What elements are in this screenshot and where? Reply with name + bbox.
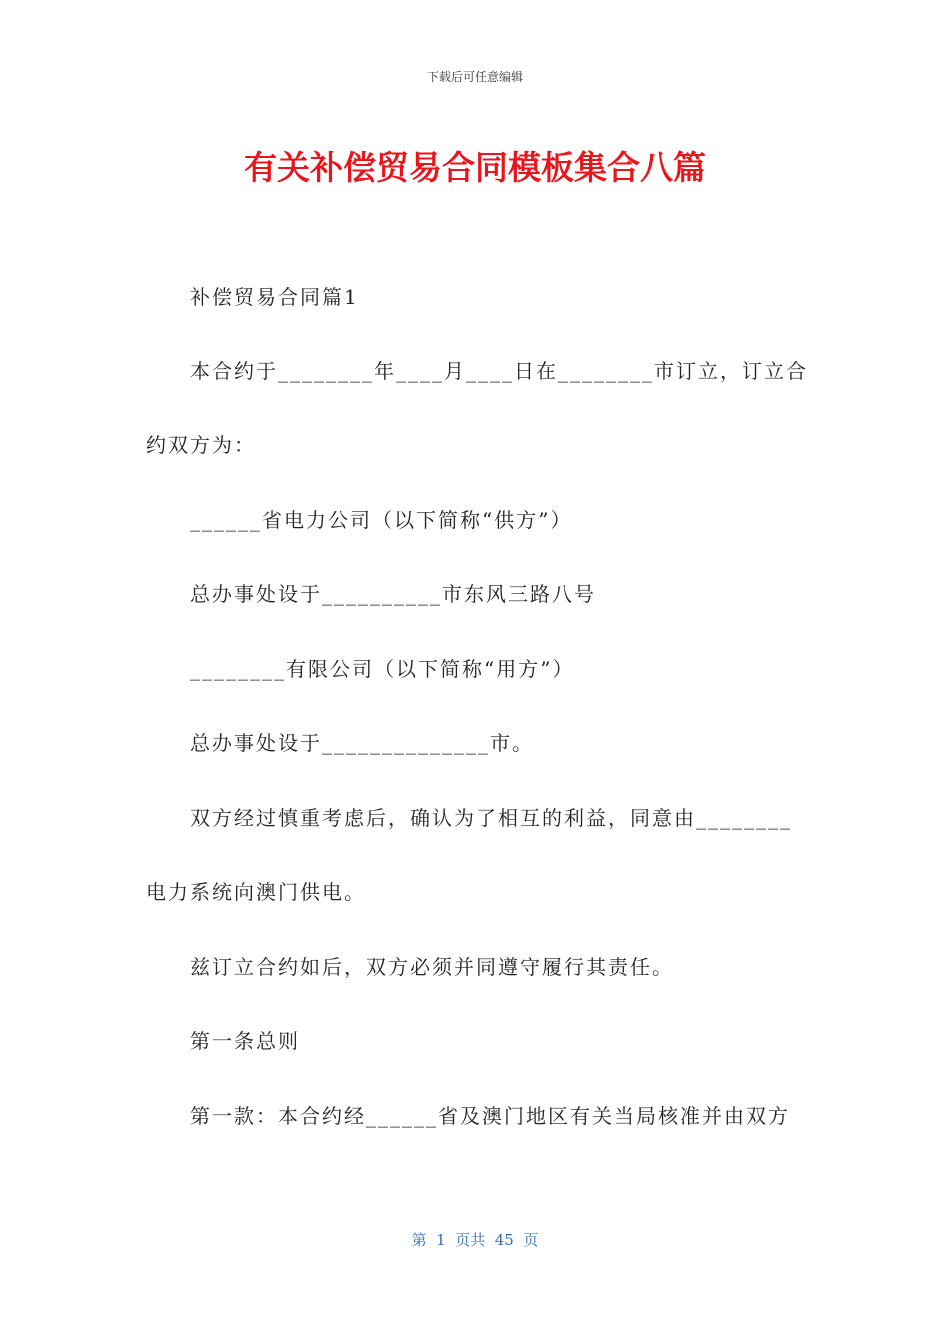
page-footer: 第 1 页共 45 页 bbox=[411, 1231, 539, 1249]
paragraph-line: 第一款：本合约经______省及澳门地区有关当局核准并由双方 bbox=[190, 1104, 790, 1128]
article-heading: 第一条总则 bbox=[190, 1029, 300, 1053]
section-heading: 补偿贸易合同篇1 bbox=[190, 285, 359, 309]
paragraph-line: 电力系统向澳门供电。 bbox=[146, 880, 366, 904]
paragraph-line: 总办事处设于__________市东风三路八号 bbox=[190, 582, 596, 606]
paragraph-line: 约双方为： bbox=[146, 433, 256, 457]
header-note: 下载后可任意编辑 bbox=[426, 70, 523, 84]
paragraph-line: 总办事处设于______________市。 bbox=[190, 731, 534, 755]
paragraph-line: 双方经过慎重考虑后，确认为了相互的利益，同意由________ bbox=[190, 806, 792, 830]
paragraph-line: ________有限公司（以下简称“用方”） bbox=[190, 657, 575, 681]
paragraph-line: 兹订立合约如后，双方必须并同遵守履行其责任。 bbox=[190, 955, 674, 979]
paragraph-line: ______省电力公司（以下简称“供方”） bbox=[190, 508, 573, 532]
document-title: 有关补偿贸易合同模板集合八篇 bbox=[244, 148, 706, 187]
paragraph-line: 本合约于________年____月____日在________市订立，订立合 bbox=[190, 359, 808, 383]
